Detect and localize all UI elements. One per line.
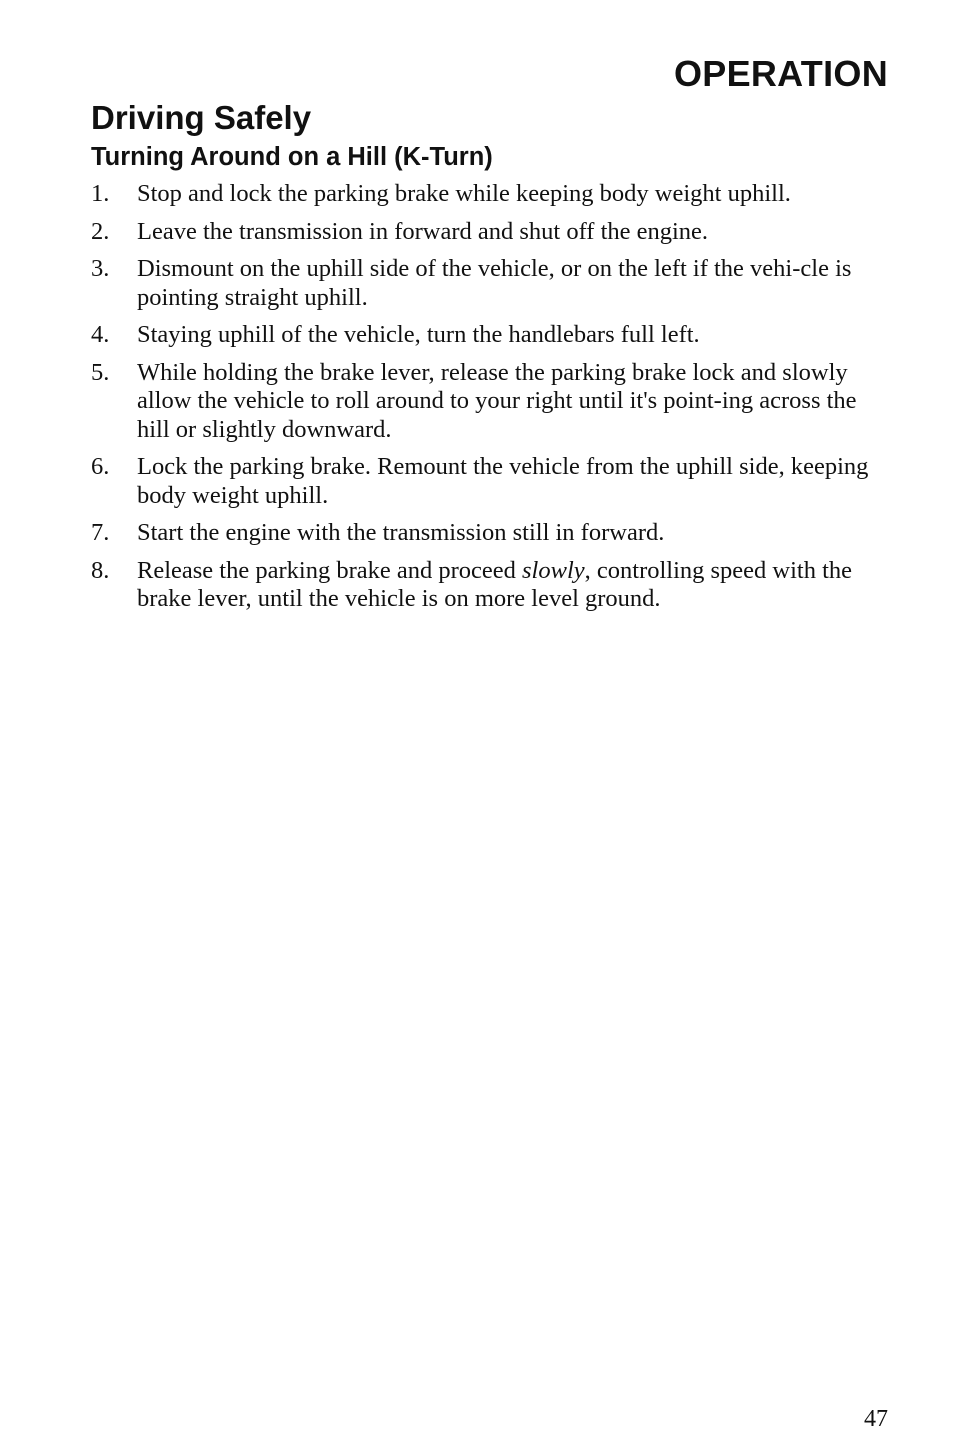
step-number: 7. <box>91 519 110 546</box>
step-text <box>137 557 852 613</box>
step-text: Stop and lock the parking brake while keeping body weight uphill. <box>137 180 791 207</box>
step-item <box>91 359 891 445</box>
step-text-part: , controlling speed with the brake lever, until the vehicle is on more level ground. <box>137 556 853 612</box>
steps-list <box>91 180 891 623</box>
step-item <box>91 255 891 312</box>
step-number: 4. <box>91 321 110 348</box>
step-item <box>91 453 891 510</box>
step-text: Staying uphill of the vehicle, turn the handlebars full left. <box>137 321 700 348</box>
step-item <box>91 557 891 614</box>
subheading: Turning Around on a Hill (K-Turn) <box>91 143 493 171</box>
page-number: 47 <box>864 1406 888 1432</box>
step-text: Dismount on the uphill side of the vehicle, or on the left if the vehi-cle is pointing straight uphill. <box>137 255 852 311</box>
step-text-emphasis: slowly <box>522 556 585 584</box>
section-header: OPERATION <box>673 53 888 94</box>
step-number: 5. <box>91 358 110 386</box>
step-number: 2. <box>91 217 110 245</box>
step-number: 6. <box>91 453 110 480</box>
step-text: While holding the brake lever, release the parking brake lock and slowly allow the vehicle to roll around to your right until it's point-ing across the hill or slightly downward. <box>137 358 857 443</box>
step-number: 1. <box>91 180 110 207</box>
step-item <box>91 218 891 247</box>
step-item <box>91 180 891 209</box>
step-text: Lock the parking brake. Remount the vehicle from the uphill side, keeping body weight uphill. <box>137 453 869 509</box>
step-item <box>91 321 891 350</box>
step-number: 3. <box>91 255 110 282</box>
page-title: Driving Safely <box>91 99 312 136</box>
step-text-part: Release the parking brake and proceed <box>137 556 523 584</box>
step-text: Start the engine with the transmission still in forward. <box>137 519 665 546</box>
step-number: 8. <box>91 556 110 584</box>
step-text: Leave the transmission in forward and shut off the engine. <box>137 217 709 245</box>
step-item <box>91 519 891 548</box>
